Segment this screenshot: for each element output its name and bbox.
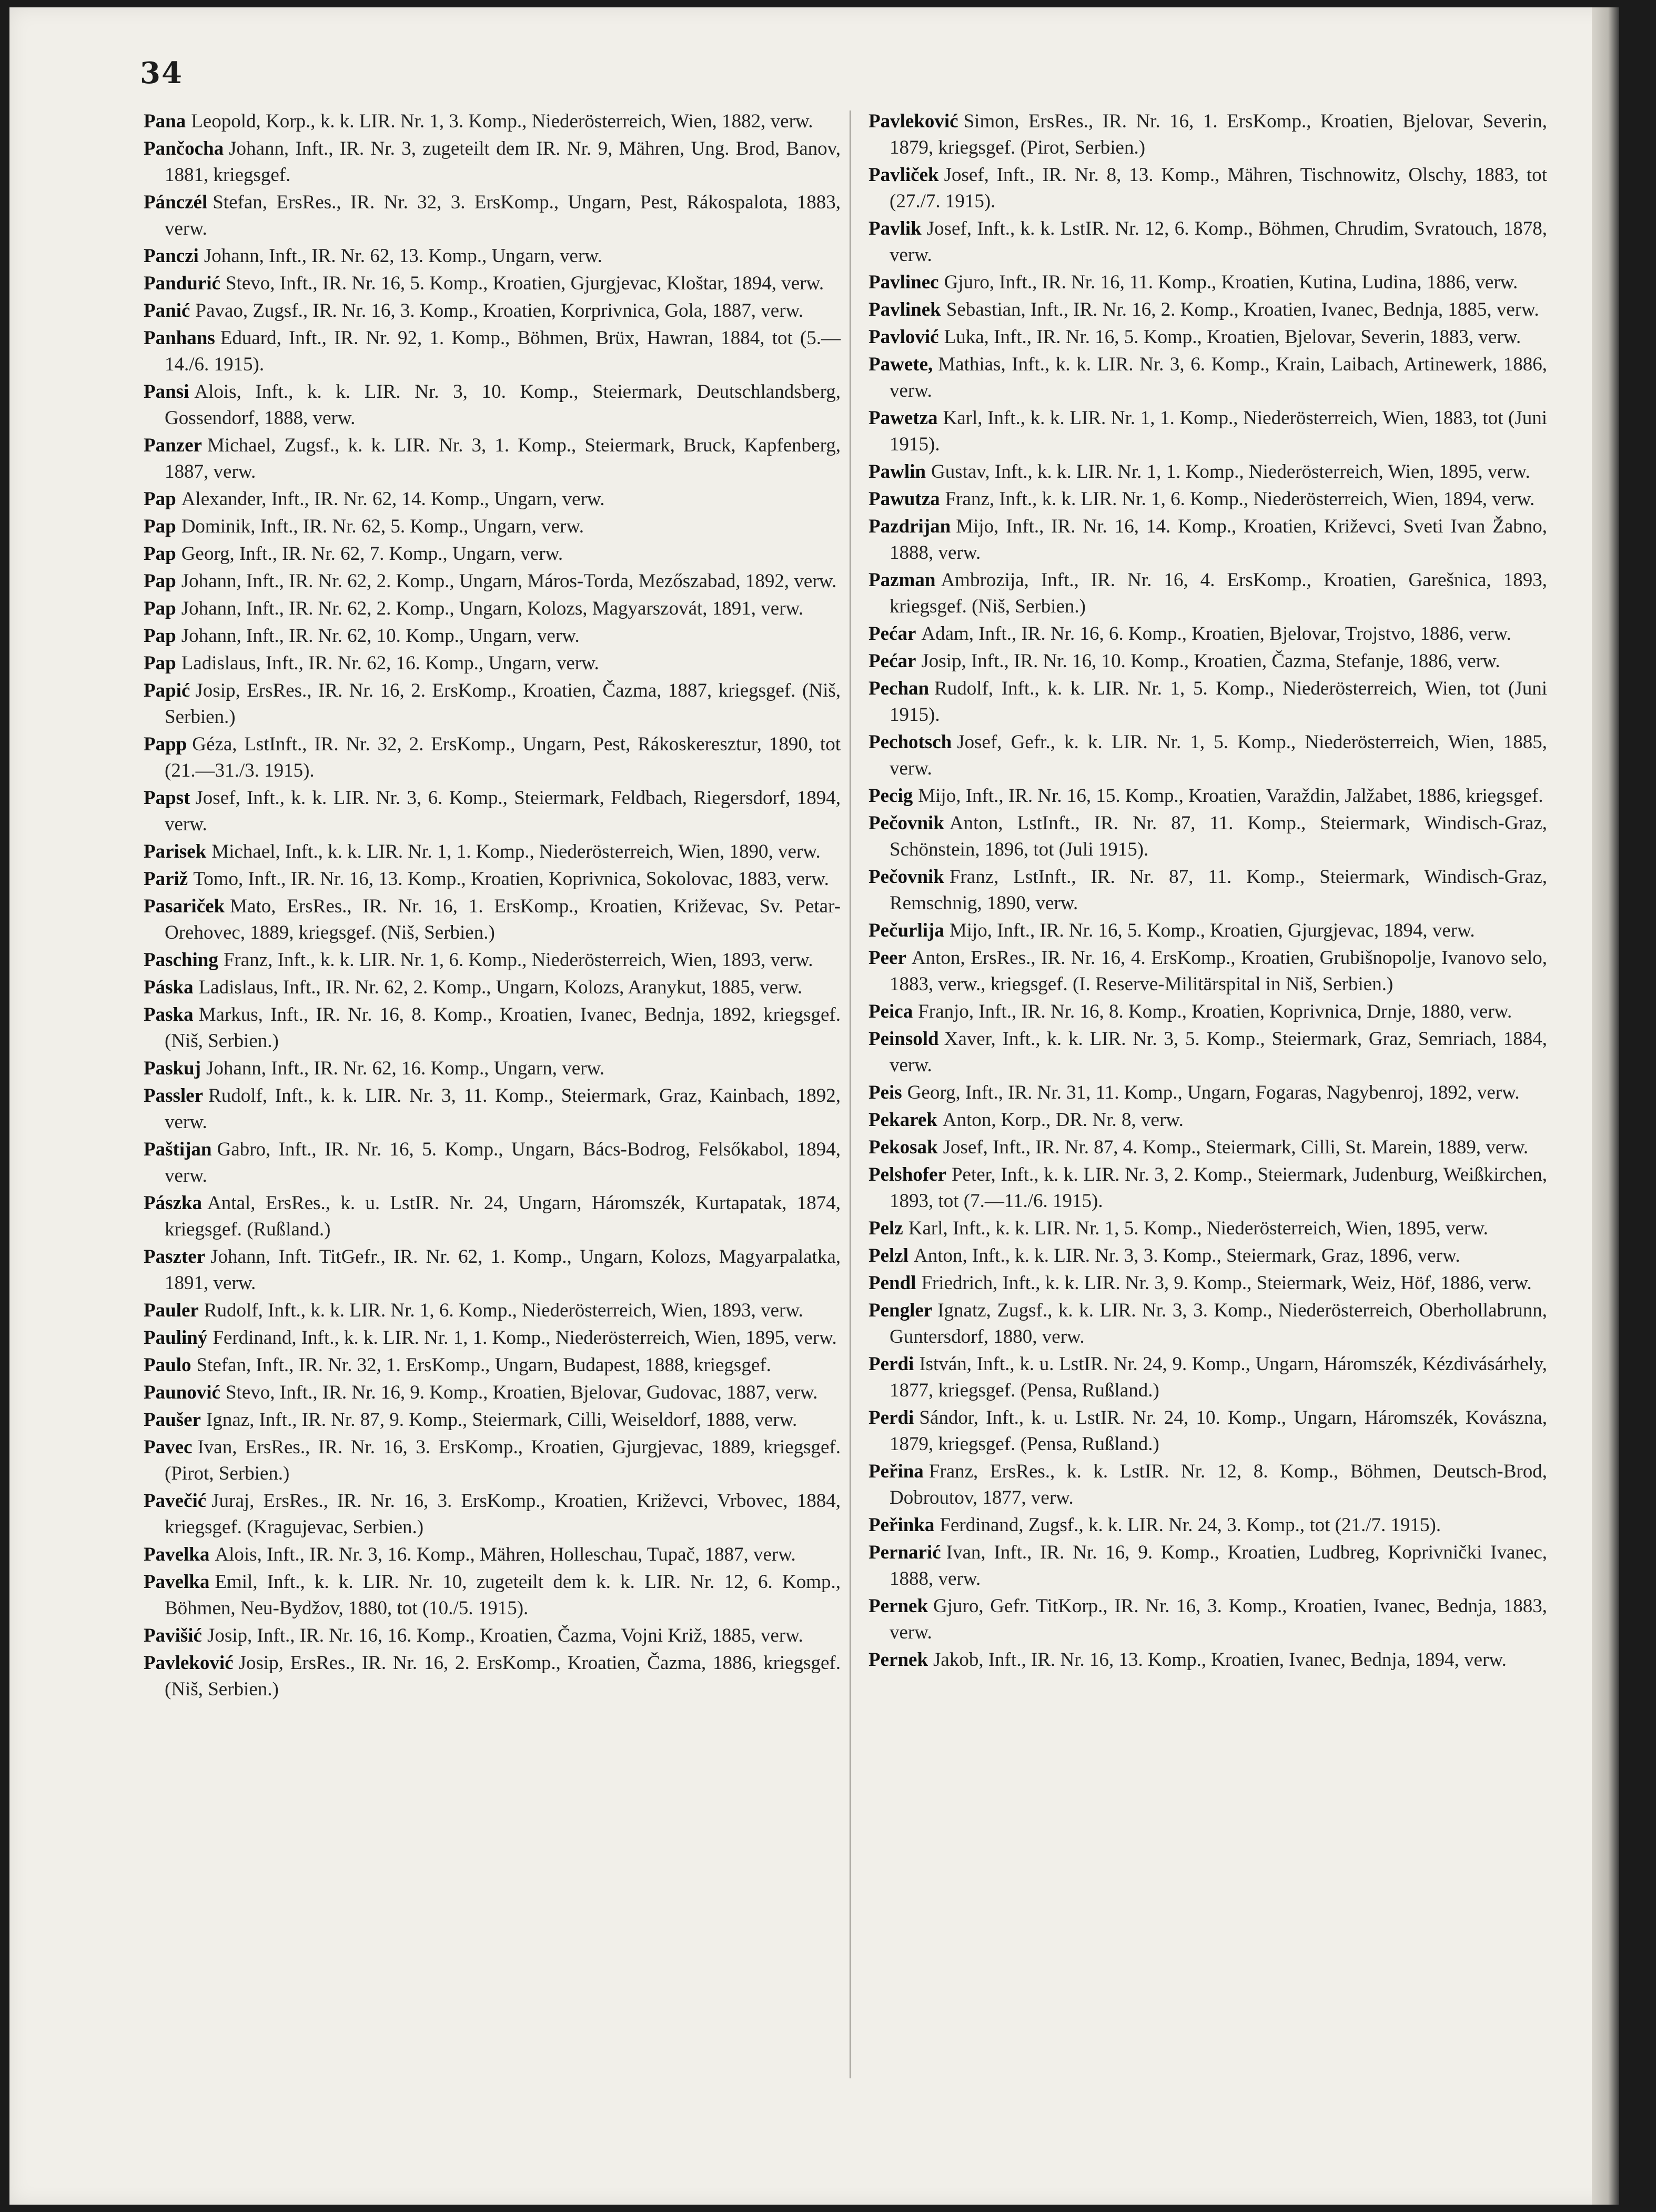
roster-entry [144, 1488, 841, 1541]
roster-entry [144, 514, 841, 540]
roster-entry [144, 1623, 841, 1649]
entry-details: Mathias, Inft., k. k. LIR. Nr. 3, 6. Komp., Krain, Laibach, Artinewerk, 1886, verw. [890, 354, 1547, 401]
entry-details: Emil, Inft., k. k. LIR. Nr. 10, zugeteilt dem k. k. LIR. Nr. 12, 6. Komp., Böhmen, Neu-Bydžov, 1880, tot (10./5. 1915). [165, 1571, 841, 1619]
roster-entry [144, 1352, 841, 1379]
entry-details: Eduard, Inft., IR. Nr. 92, 1. Komp., Böhmen, Brüx, Hawran, 1884, tot (5.—14./6. 1915). [165, 327, 841, 375]
entry-surname: Parisek [144, 841, 207, 862]
entry-details: Josef, Gefr., k. k. LIR. Nr. 1, 5. Komp., Niederösterreich, Wien, 1885, verw. [890, 731, 1547, 779]
roster-entry [869, 648, 1547, 675]
entry-surname: Pavliček [869, 164, 939, 186]
entry-details: István, Inft., k. u. LstIR. Nr. 24, 9. Komp., Ungarn, Háromszék, Kézdivásárhely, 1877, kriegsgef. (Pensa, Rußland.) [890, 1353, 1547, 1401]
entry-surname: Pazdrijan [869, 516, 951, 537]
roster-entry [869, 1647, 1547, 1673]
roster-entry [869, 676, 1547, 728]
entry-surname: Pavleković [144, 1652, 234, 1674]
entry-surname: Pap [144, 543, 176, 565]
entry-details: Alexander, Inft., IR. Nr. 62, 14. Komp., Ungarn, verw. [181, 488, 605, 510]
entry-details: Gabro, Inft., IR. Nr. 16, 5. Komp., Ungarn, Bács-Bodrog, Felsőkabol, 1894, verw. [165, 1139, 841, 1187]
page-number: 34 [140, 56, 183, 91]
entry-details: Simon, ErsRes., IR. Nr. 16, 1. ErsKomp., Kroatien, Bjelovar, Severin, 1879, kriegsgef. (Pirot, Serbien.) [890, 110, 1547, 158]
roster-entry [144, 325, 841, 378]
roster-entry [144, 731, 841, 784]
entry-surname: Pauliný [144, 1327, 208, 1349]
entry-surname: Passler [144, 1085, 204, 1107]
roster-entry [144, 893, 841, 946]
roster-entry [869, 1107, 1547, 1133]
entry-surname: Paska [144, 1004, 194, 1025]
roster-entry [869, 1593, 1547, 1646]
entry-details: Stefan, ErsRes., IR. Nr. 32, 3. ErsKomp., Ungarn, Pest, Rákospalota, 1883, verw. [165, 192, 841, 239]
entry-details: Mato, ErsRes., IR. Nr. 16, 1. ErsKomp., Kroatien, Križevac, Sv. Petar-Orehovec, 1889, kriegsgef. (Niš, Serbien.) [165, 896, 841, 943]
entry-surname: Pavelka [144, 1544, 210, 1565]
entry-surname: Peřinka [869, 1514, 935, 1536]
roster-entry [144, 1055, 841, 1082]
roster-entry [144, 1380, 841, 1406]
entry-surname: Pap [144, 625, 176, 647]
entry-details: Peter, Inft., k. k. LIR. Nr. 3, 2. Komp., Steiermark, Judenburg, Weißkirchen, 1893, tot (7.—11./6. 1915). [890, 1164, 1547, 1212]
entry-surname: Pechan [869, 678, 930, 699]
roster-entry [869, 1512, 1547, 1539]
entry-details: Karl, Inft., k. k. LIR. Nr. 1, 1. Komp., Niederösterreich, Wien, 1883, tot (Juni 1915). [890, 407, 1547, 455]
roster-entry [869, 810, 1547, 863]
roster-entry [869, 162, 1547, 215]
entry-details: Josef, Inft., IR. Nr. 8, 13. Komp., Mähren, Tischnowitz, Olschy, 1883, tot (27./7. 1915). [890, 164, 1547, 212]
entry-details: Mijo, Inft., IR. Nr. 16, 15. Komp., Kroatien, Varaždin, Jalžabet, 1886, kriegsgef. [918, 785, 1543, 807]
entry-details: Franz, Inft., k. k. LIR. Nr. 1, 6. Komp., Niederösterreich, Wien, 1894, verw. [945, 488, 1535, 510]
entry-surname: Pap [144, 570, 176, 592]
entry-surname: Papst [144, 787, 190, 809]
roster-entry [144, 1244, 841, 1296]
roster-entry [869, 1215, 1547, 1242]
entry-details: Ferdinand, Inft., k. k. LIR. Nr. 1, 1. Komp., Niederösterreich, Wien, 1895, verw. [213, 1327, 837, 1349]
entry-details: Mijo, Inft., IR. Nr. 16, 5. Komp., Kroatien, Gjurgjevac, 1894, verw. [949, 920, 1475, 941]
roster-entry [144, 785, 841, 838]
roster-entry [144, 839, 841, 865]
entry-surname: Páska [144, 977, 194, 998]
entry-surname: Pendl [869, 1272, 916, 1294]
roster-entry [869, 1026, 1547, 1079]
entry-surname: Peřina [869, 1461, 924, 1482]
roster-entry [869, 405, 1547, 458]
roster-entry [144, 189, 841, 242]
entry-details: Karl, Inft., k. k. LIR. Nr. 1, 5. Komp., Niederösterreich, Wien, 1895, verw. [908, 1218, 1488, 1239]
entry-details: Ignatz, Zugsf., k. k. LIR. Nr. 3, 3. Komp., Niederösterreich, Oberhollabrunn, Guntersdorf, 1880, verw. [890, 1300, 1547, 1348]
entry-details: Stefan, Inft., IR. Nr. 32, 1. ErsKomp., Ungarn, Budapest, 1888, kriegsgef. [196, 1354, 771, 1376]
roster-entry [869, 486, 1547, 512]
entry-surname: Pawete, [869, 354, 933, 375]
entry-details: Gustav, Inft., k. k. LIR. Nr. 1, 1. Komp., Niederösterreich, Wien, 1895, verw. [931, 461, 1530, 482]
roster-entry [144, 136, 841, 188]
roster-entry [869, 621, 1547, 647]
entry-details: Josef, Inft., IR. Nr. 87, 4. Komp., Steiermark, Cilli, St. Marein, 1889, verw. [943, 1137, 1529, 1158]
entry-surname: Pernek [869, 1649, 928, 1671]
entry-surname: Pančocha [144, 138, 224, 159]
entry-details: Antal, ErsRes., k. u. LstIR. Nr. 24, Ungarn, Háromszék, Kurtapatak, 1874, kriegsgef. (Rußland.) [165, 1192, 841, 1240]
entry-details: Ivan, Inft., IR. Nr. 16, 9. Komp., Kroatien, Ludbreg, Koprivnički Ivanec, 1888, verw. [890, 1542, 1547, 1590]
roster-entry [144, 1434, 841, 1487]
roster-entry [869, 1540, 1547, 1592]
entry-details: Josip, Inft., IR. Nr. 16, 10. Komp., Kroatien, Čazma, Stefanje, 1886, verw. [921, 650, 1500, 672]
entry-details: Juraj, ErsRes., IR. Nr. 16, 3. ErsKomp., Kroatien, Križevci, Vrbovec, 1884, kriegsgef. (Kragujevac, Serbien.) [165, 1490, 841, 1538]
roster-entry [144, 596, 841, 622]
roster-entry [144, 1137, 841, 1189]
entry-surname: Paskuj [144, 1058, 201, 1079]
entry-surname: Paunović [144, 1382, 220, 1403]
roster-entry [869, 783, 1547, 809]
entry-details: Stevo, Inft., IR. Nr. 16, 5. Komp., Kroatien, Gjurgjevac, Kloštar, 1894, verw. [225, 273, 824, 294]
entry-details: Stevo, Inft., IR. Nr. 16, 9. Komp., Kroatien, Bjelovar, Gudovac, 1887, verw. [225, 1382, 818, 1403]
entry-details: Alois, Inft., IR. Nr. 3, 16. Komp., Mähren, Holleschau, Tupač, 1887, verw. [215, 1544, 796, 1565]
entry-surname: Panczi [144, 245, 199, 267]
entry-details: Anton, ErsRes., IR. Nr. 16, 4. ErsKomp., Kroatien, Grubišnopolje, Ivanovo selo, 1883, verw., kriegsgef. (I. Reserve-Militärspital in Niš, Serbien.) [890, 947, 1547, 995]
entry-details: Leopold, Korp., k. k. LIR. Nr. 1, 3. Komp., Niederösterreich, Wien, 1882, verw. [191, 110, 813, 132]
entry-surname: Pečurlija [869, 920, 944, 941]
roster-entry [144, 1298, 841, 1324]
right-column [869, 108, 1547, 1674]
roster-entry [144, 623, 841, 649]
roster-entry [144, 1325, 841, 1351]
entry-surname: Pana [144, 110, 186, 132]
entry-surname: Pariž [144, 868, 188, 890]
entry-surname: Pećar [869, 650, 916, 672]
entry-surname: Panić [144, 300, 190, 321]
roster-entry [144, 1407, 841, 1433]
entry-details: Josip, ErsRes., IR. Nr. 16, 2. ErsKomp., Kroatien, Čazma, 1886, kriegsgef. (Niš, Serbien.) [165, 1652, 841, 1700]
roster-entry [144, 866, 841, 892]
roster-entry [869, 1162, 1547, 1214]
book-page [9, 7, 1619, 2205]
entry-details: Dominik, Inft., IR. Nr. 62, 5. Komp., Ungarn, verw. [181, 516, 584, 537]
entry-details: Georg, Inft., IR. Nr. 31, 11. Komp., Ungarn, Fogaras, Nagybenroj, 1892, verw. [907, 1082, 1520, 1103]
roster-entry [869, 1405, 1547, 1457]
entry-surname: Peica [869, 1001, 913, 1022]
roster-entry [144, 541, 841, 567]
entry-details: Franz, LstInft., IR. Nr. 87, 11. Komp., Steiermark, Windisch-Graz, Remschnig, 1890, verw. [890, 866, 1547, 914]
roster-entry [144, 1190, 841, 1243]
entry-details: Josip, Inft., IR. Nr. 16, 16. Komp., Kroatien, Čazma, Vojni Križ, 1885, verw. [207, 1625, 803, 1646]
entry-surname: Pauler [144, 1300, 199, 1321]
roster-entry [144, 650, 841, 677]
roster-entry [869, 108, 1547, 161]
roster-entry [144, 379, 841, 431]
entry-details: Josip, ErsRes., IR. Nr. 16, 2. ErsKomp., Kroatien, Čazma, 1887, kriegsgef. (Niš, Serbien.) [165, 680, 841, 728]
page-edge [1592, 7, 1619, 2205]
entry-details: Franz, Inft., k. k. LIR. Nr. 1, 6. Komp., Niederösterreich, Wien, 1893, verw. [223, 949, 813, 971]
entry-details: Anton, Inft., k. k. LIR. Nr. 3, 3. Komp., Steiermark, Graz, 1896, verw. [914, 1245, 1460, 1266]
left-column [144, 108, 841, 1704]
entry-surname: Pečovnik [869, 866, 944, 888]
entry-details: Markus, Inft., IR. Nr. 16, 8. Komp., Kroatien, Ivanec, Bednja, 1892, kriegsgef. (Niš, Serbien.) [165, 1004, 841, 1052]
entry-surname: Pengler [869, 1300, 933, 1321]
roster-entry [869, 1243, 1547, 1269]
entry-surname: Pavelka [144, 1571, 210, 1593]
entry-surname: Pavlik [869, 218, 922, 239]
roster-entry [869, 269, 1547, 296]
entry-details: Josef, Inft., k. k. LstIR. Nr. 12, 6. Komp., Böhmen, Chrudim, Svratouch, 1878, verw. [890, 218, 1547, 266]
entry-details: Johann, Inft., IR. Nr. 62, 16. Komp., Ungarn, verw. [206, 1058, 605, 1079]
entry-surname: Pavleković [869, 110, 958, 132]
entry-details: Sebastian, Inft., IR. Nr. 16, 2. Komp., Kroatien, Ivanec, Bednja, 1885, verw. [946, 299, 1539, 320]
entry-surname: Pasariček [144, 896, 225, 917]
roster-entry [869, 1351, 1547, 1404]
roster-entry [869, 1270, 1547, 1296]
entry-details: Pavao, Zugsf., IR. Nr. 16, 3. Komp., Kroatien, Korprivnica, Gola, 1887, verw. [195, 300, 804, 321]
roster-entry [869, 514, 1547, 566]
entry-surname: Pawlin [869, 461, 926, 482]
entry-surname: Panhans [144, 327, 215, 349]
entry-details: Jakob, Inft., IR. Nr. 16, 13. Komp., Kroatien, Ivanec, Bednja, 1894, verw. [933, 1649, 1507, 1671]
entry-surname: Pechotsch [869, 731, 952, 753]
entry-details: Luka, Inft., IR. Nr. 16, 5. Komp., Kroatien, Bjelovar, Severin, 1883, verw. [944, 326, 1521, 348]
entry-details: Johann, Inft., IR. Nr. 62, 2. Komp., Ungarn, Kolozs, Magyarszovát, 1891, verw. [181, 598, 804, 619]
entry-details: Rudolf, Inft., k. k. LIR. Nr. 1, 5. Komp., Niederösterreich, Wien, tot (Juni 1915). [890, 678, 1547, 726]
entry-details: Ladislaus, Inft., IR. Nr. 62, 16. Komp., Ungarn, verw. [181, 652, 599, 674]
entry-surname: Papp [144, 733, 187, 755]
entry-surname: Pavečić [144, 1490, 207, 1512]
roster-entry [869, 324, 1547, 350]
entry-details: Anton, Korp., DR. Nr. 8, verw. [942, 1109, 1184, 1131]
entry-surname: Pansi [144, 381, 189, 403]
entry-details: Rudolf, Inft., k. k. LIR. Nr. 1, 6. Komp., Niederösterreich, Wien, 1893, verw. [204, 1300, 803, 1321]
roster-entry [144, 974, 841, 1001]
entry-details: Géza, LstInft., IR. Nr. 32, 2. ErsKomp., Ungarn, Pest, Rákoskeresztur, 1890, tot (21.—31./3. 1915). [165, 733, 841, 781]
column-divider [850, 110, 851, 2078]
entry-surname: Pernek [869, 1595, 928, 1617]
roster-entry [869, 864, 1547, 917]
roster-entry [869, 1298, 1547, 1350]
entry-surname: Pap [144, 598, 176, 619]
roster-entry [144, 433, 841, 485]
roster-entry [144, 486, 841, 512]
roster-entry [869, 1080, 1547, 1106]
entry-details: Ferdinand, Zugsf., k. k. LIR. Nr. 24, 3. Komp., tot (21./7. 1915). [940, 1514, 1441, 1536]
entry-surname: Peinsold [869, 1028, 939, 1050]
entry-surname: Paštijan [144, 1139, 212, 1160]
roster-entry [144, 1002, 841, 1054]
entry-surname: Pawutza [869, 488, 940, 510]
roster-entry [144, 243, 841, 269]
entry-details: Mijo, Inft., IR. Nr. 16, 14. Komp., Kroatien, Križevci, Sveti Ivan Žabno, 1888, verw. [890, 516, 1547, 564]
roster-entry [144, 947, 841, 973]
roster-entry [144, 108, 841, 135]
entry-surname: Papić [144, 680, 190, 701]
entry-details: Gjuro, Inft., IR. Nr. 16, 11. Komp., Kroatien, Kutina, Ludina, 1886, verw. [944, 272, 1518, 293]
roster-entry [144, 270, 841, 297]
entry-details: Ambrozija, Inft., IR. Nr. 16, 4. ErsKomp., Kroatien, Garešnica, 1893, kriegsgef. (Niš, Serbien.) [890, 569, 1547, 617]
entry-details: Tomo, Inft., IR. Nr. 16, 13. Komp., Kroatien, Koprivnica, Sokolovac, 1883, verw. [193, 868, 829, 890]
roster-entry [144, 568, 841, 595]
roster-entry [869, 216, 1547, 268]
entry-details: Johann, Inft., IR. Nr. 62, 2. Komp., Ungarn, Máros-Torda, Mezőszabad, 1892, verw. [181, 570, 837, 592]
entry-surname: Pavišić [144, 1625, 202, 1646]
entry-surname: Pavlović [869, 326, 939, 348]
entry-surname: Perdi [869, 1407, 914, 1429]
entry-surname: Pekarek [869, 1109, 937, 1131]
entry-surname: Pavlinec [869, 272, 939, 293]
entry-surname: Pernarić [869, 1542, 941, 1563]
entry-surname: Paulo [144, 1354, 191, 1376]
roster-entry [869, 567, 1547, 620]
entry-surname: Pasching [144, 949, 218, 971]
entry-details: Gjuro, Gefr. TitKorp., IR. Nr. 16, 3. Komp., Kroatien, Ivanec, Bednja, 1883, verw. [890, 1595, 1547, 1643]
entry-surname: Pap [144, 516, 176, 537]
entry-surname: Pawetza [869, 407, 938, 429]
roster-entry [869, 945, 1547, 998]
entry-surname: Peis [869, 1082, 902, 1103]
roster-entry [869, 351, 1547, 404]
entry-details: Johann, Inft. TitGefr., IR. Nr. 62, 1. Komp., Ungarn, Kolozs, Magyarpalatka, 1891, verw. [165, 1246, 841, 1294]
entry-details: Ivan, ErsRes., IR. Nr. 16, 3. ErsKomp., Kroatien, Gjurgjevac, 1889, kriegsgef. (Pirot, Serbien.) [165, 1436, 841, 1484]
roster-entry [869, 1459, 1547, 1511]
roster-entry [144, 1569, 841, 1622]
roster-entry [869, 297, 1547, 323]
entry-details: Ignaz, Inft., IR. Nr. 87, 9. Komp., Steiermark, Cilli, Weiseldorf, 1888, verw. [206, 1409, 797, 1431]
entry-surname: Pekosak [869, 1137, 938, 1158]
entry-surname: Pánczél [144, 192, 208, 213]
entry-details: Johann, Inft., IR. Nr. 62, 10. Komp., Ungarn, verw. [181, 625, 580, 647]
entry-surname: Pećar [869, 623, 916, 645]
roster-entry [869, 459, 1547, 485]
entry-surname: Pečovnik [869, 812, 944, 834]
entry-details: Franjo, Inft., IR. Nr. 16, 8. Komp., Kroatien, Koprivnica, Drnje, 1880, verw. [918, 1001, 1512, 1022]
entry-details: Ladislaus, Inft., IR. Nr. 62, 2. Komp., Ungarn, Kolozs, Aranykut, 1885, verw. [198, 977, 803, 998]
entry-details: Josef, Inft., k. k. LIR. Nr. 3, 6. Komp., Steiermark, Feldbach, Riegersdorf, 1894, verw. [165, 787, 841, 835]
roster-entry [869, 1134, 1547, 1161]
entry-surname: Pap [144, 652, 176, 674]
entry-details: Johann, Inft., IR. Nr. 3, zugeteilt dem IR. Nr. 9, Mähren, Ung. Brod, Banov, 1881, kriegsgef. [165, 138, 841, 186]
entry-surname: Pap [144, 488, 176, 510]
entry-surname: Perdi [869, 1353, 914, 1375]
entry-details: Michael, Zugsf., k. k. LIR. Nr. 3, 1. Komp., Steiermark, Bruck, Kapfenberg, 1887, verw. [165, 435, 841, 482]
entry-surname: Pelz [869, 1218, 903, 1239]
entry-details: Georg, Inft., IR. Nr. 62, 7. Komp., Ungarn, verw. [181, 543, 563, 565]
entry-details: Adam, Inft., IR. Nr. 16, 6. Komp., Kroatien, Bjelovar, Trojstvo, 1886, verw. [921, 623, 1511, 645]
entry-details: Johann, Inft., IR. Nr. 62, 13. Komp., Ungarn, verw. [204, 245, 602, 267]
entry-surname: Pazman [869, 569, 936, 591]
roster-entry [144, 1650, 841, 1703]
entry-surname: Paušer [144, 1409, 201, 1431]
roster-entry [869, 999, 1547, 1025]
entry-surname: Pecig [869, 785, 913, 807]
entry-details: Michael, Inft., k. k. LIR. Nr. 1, 1. Komp., Niederösterreich, Wien, 1890, verw. [211, 841, 821, 862]
entry-surname: Peer [869, 947, 906, 969]
entry-surname: Panzer [144, 435, 202, 456]
entry-details: Sándor, Inft., k. u. LstIR. Nr. 24, 10. Komp., Ungarn, Háromszék, Kovászna, 1879, kriegsgef. (Pensa, Rußland.) [890, 1407, 1547, 1455]
entry-details: Friedrich, Inft., k. k. LIR. Nr. 3, 9. Komp., Steiermark, Weiz, Höf, 1886, verw. [921, 1272, 1532, 1294]
roster-entry [869, 918, 1547, 944]
roster-entry [869, 729, 1547, 782]
entry-surname: Pászka [144, 1192, 202, 1214]
entry-details: Alois, Inft., k. k. LIR. Nr. 3, 10. Komp., Steiermark, Deutschlandsberg, Gossendorf, 1888, verw. [165, 381, 841, 429]
roster-entry [144, 1542, 841, 1568]
entry-surname: Pandurić [144, 273, 220, 294]
entry-details: Rudolf, Inft., k. k. LIR. Nr. 3, 11. Komp., Steiermark, Graz, Kainbach, 1892, verw. [165, 1085, 841, 1133]
entry-surname: Pavlinek [869, 299, 941, 320]
roster-entry [144, 298, 841, 324]
roster-entry [144, 678, 841, 730]
entry-details: Anton, LstInft., IR. Nr. 87, 11. Komp., Steiermark, Windisch-Graz, Schönstein, 1896, tot (Juli 1915). [890, 812, 1547, 860]
entry-surname: Pavec [144, 1436, 193, 1458]
entry-details: Franz, ErsRes., k. k. LstIR. Nr. 12, 8. Komp., Böhmen, Deutsch-Brod, Dobroutov, 1877, verw. [890, 1461, 1547, 1509]
entry-surname: Paszter [144, 1246, 206, 1268]
roster-entry [144, 1083, 841, 1135]
entry-details: Xaver, Inft., k. k. LIR. Nr. 3, 5. Komp., Steiermark, Graz, Semriach, 1884, verw. [890, 1028, 1547, 1076]
entry-surname: Pelshofer [869, 1164, 946, 1185]
entry-surname: Pelzl [869, 1245, 909, 1266]
